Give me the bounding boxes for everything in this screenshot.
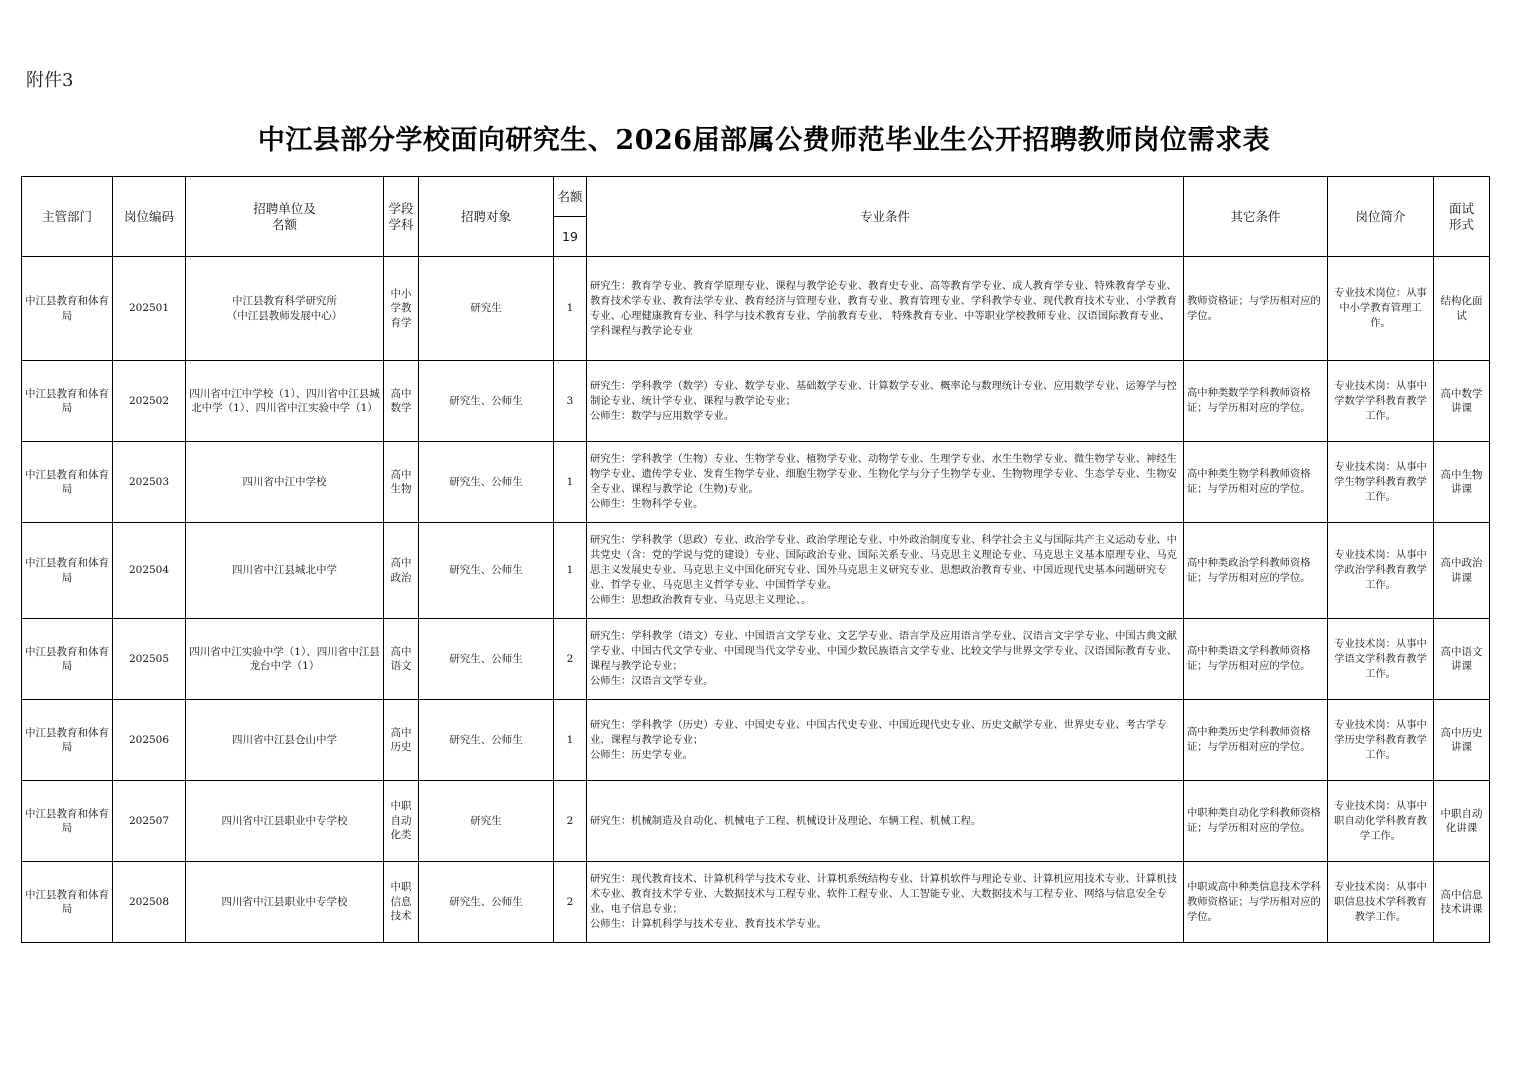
cell-unit: 四川省中江实验中学（1）、四川省中江县龙台中学（1）	[186, 619, 384, 700]
cell-target: 研究生、公师生	[419, 442, 554, 523]
cell-intro: 专业技术岗：从事中学生物学科教育教学工作。	[1328, 442, 1434, 523]
table-row	[22, 700, 1490, 781]
recruitment-table	[21, 176, 1490, 943]
header-stage-line1: 学段	[388, 200, 414, 216]
cell-quota: 2	[554, 862, 587, 943]
table-row	[22, 361, 1490, 442]
cell-dept: 中江县教育和体育局	[22, 700, 113, 781]
cell-stage: 高中语文	[384, 619, 419, 700]
cell-major: 研究生：学科教学（历史）专业、中国史专业、中国古代史专业、中国近现代史专业、历史文献学专业、世界史专业、考古学专业、课程与教学论专业； 公师生：历史学专业。	[587, 700, 1184, 781]
cell-dept: 中江县教育和体育局	[22, 361, 113, 442]
cell-other: 高中种类历史学科教师资格证；与学历相对应的学位。	[1184, 700, 1328, 781]
cell-dept: 中江县教育和体育局	[22, 781, 113, 862]
cell-code: 202503	[113, 442, 186, 523]
cell-quota: 1	[554, 442, 587, 523]
cell-unit: 中江县教育科学研究所 （中江县教师发展中心）	[186, 257, 384, 361]
cell-dept: 中江县教育和体育局	[22, 257, 113, 361]
cell-intro: 专业技术岗：从事中学数学学科教育教学工作。	[1328, 361, 1434, 442]
cell-other: 高中种类政治学科教师资格证；与学历相对应的学位。	[1184, 523, 1328, 619]
header-unit-line2: 名额	[271, 216, 297, 232]
cell-target: 研究生、公师生	[419, 619, 554, 700]
table-row	[22, 781, 1490, 862]
cell-code: 202507	[113, 781, 186, 862]
cell-quota: 1	[554, 257, 587, 361]
cell-other: 高中种类生物学科教师资格证；与学历相对应的学位。	[1184, 442, 1328, 523]
cell-dept: 中江县教育和体育局	[22, 523, 113, 619]
header-quota-total: 19	[554, 217, 587, 257]
cell-quota: 3	[554, 361, 587, 442]
cell-quota: 2	[554, 619, 587, 700]
table-row	[22, 442, 1490, 523]
page-title: 中江县部分学校面向研究生、2026届部属公费师范毕业生公开招聘教师岗位需求表	[257, 125, 1271, 156]
cell-major: 研究生：现代教育技术、计算机科学与技术专业、计算机系统结构专业、计算机软件与理论专业、计算机应用技术专业、计算机技术专业、教育技术学专业、大数据技术与工程专业、软件工程专业、人工智能专业、大数据技术与工程专业、网络与信息安全专业、电子信息专业； 公师生：计算机科学与技术专业、教育技术学专业。	[587, 862, 1184, 943]
cell-interview: 高中历史讲课	[1434, 700, 1490, 781]
cell-other: 中职或高中种类信息技术学科教师资格证；与学历相对应的学位。	[1184, 862, 1328, 943]
cell-target: 研究生	[419, 781, 554, 862]
cell-target: 研究生、公师生	[419, 523, 554, 619]
cell-major: 研究生：学科教学（数学）专业、数学专业、基础数学专业、计算数学专业、概率论与数理统计专业、应用数学专业、运筹学与控制论专业、统计学专业、课程与教学论专业； 公师生：数学与应用数学专业。	[587, 361, 1184, 442]
table-row	[22, 523, 1490, 619]
cell-major: 研究生：教育学专业、教育学原理专业、课程与教学论专业、教育史专业、高等教育学专业、成人教育学专业、特殊教育学专业、教育技术学专业、教育法学专业、教育经济与管理专业、教育专业、教育管理专业、学科教学专业、现代教育技术专业、小学教育专业、心理健康教育专业、科学与技术教育专业、学前教育专业、 特殊教育专业、中等职业学校教师专业、汉语国际教育专业、学科课程与教学论专业	[587, 257, 1184, 361]
cell-code: 202501	[113, 257, 186, 361]
cell-target: 研究生、公师生	[419, 361, 554, 442]
cell-unit: 四川省中江县城北中学	[186, 523, 384, 619]
cell-target: 研究生、公师生	[419, 700, 554, 781]
header-other: 其它条件	[1184, 177, 1328, 257]
header-row	[22, 177, 1490, 217]
header-unit-line1: 招聘单位及	[253, 200, 316, 216]
cell-intro: 专业技术岗：从事中学语文学科教育教学工作。	[1328, 619, 1434, 700]
cell-quota: 1	[554, 700, 587, 781]
cell-stage: 高中历史	[384, 700, 419, 781]
cell-major: 研究生：机械制造及自动化、机械电子工程、机械设计及理论、车辆工程、机械工程。	[587, 781, 1184, 862]
table-row	[22, 619, 1490, 700]
cell-stage: 中职自动化类	[384, 781, 419, 862]
cell-intro: 专业技术岗：从事中学政治学科教育教学工作。	[1328, 523, 1434, 619]
header-interview	[1434, 177, 1490, 257]
cell-code: 202504	[113, 523, 186, 619]
header-unit	[186, 177, 384, 257]
cell-intro: 专业技术岗：从事中学历史学科教育教学工作。	[1328, 700, 1434, 781]
table-row	[22, 257, 1490, 361]
cell-unit: 四川省中江县职业中专学校	[186, 862, 384, 943]
cell-code: 202505	[113, 619, 186, 700]
cell-code: 202506	[113, 700, 186, 781]
header-interview-line1: 面试	[1448, 200, 1474, 216]
cell-quota: 1	[554, 523, 587, 619]
header-target: 招聘对象	[419, 177, 554, 257]
cell-stage: 中职信息技术	[384, 862, 419, 943]
header-interview-line2: 形式	[1448, 216, 1474, 232]
cell-interview: 高中生物讲课	[1434, 442, 1490, 523]
cell-interview: 高中政治讲课	[1434, 523, 1490, 619]
cell-intro: 专业技术岗：从事中职信息技术学科教育教学工作。	[1328, 862, 1434, 943]
header-quota: 名额	[554, 177, 587, 217]
cell-stage: 高中政治	[384, 523, 419, 619]
cell-stage: 高中生物	[384, 442, 419, 523]
cell-other: 高中种类语文学科教师资格证；与学历相对应的学位。	[1184, 619, 1328, 700]
cell-target: 研究生、公师生	[419, 862, 554, 943]
cell-intro: 专业技术岗：从事中职自动化学科教育教学工作。	[1328, 781, 1434, 862]
cell-interview: 高中数学讲课	[1434, 361, 1490, 442]
cell-code: 202508	[113, 862, 186, 943]
cell-other: 中职种类自动化学科教师资格证；与学历相对应的学位。	[1184, 781, 1328, 862]
cell-dept: 中江县教育和体育局	[22, 619, 113, 700]
cell-unit: 四川省中江县仓山中学	[186, 700, 384, 781]
cell-quota: 2	[554, 781, 587, 862]
cell-major: 研究生：学科教学（生物）专业、生物学专业、植物学专业、动物学专业、生理学专业、水生生物学专业、微生物学专业、神经生物学专业、遗传学专业、发育生物学专业、细胞生物学专业、生物化学与分子生物学专业、生物物理学专业、生态学专业、生物安全专业、课程与教学论（生物)专业。 公师生：生物科学专业。	[587, 442, 1184, 523]
cell-dept: 中江县教育和体育局	[22, 862, 113, 943]
cell-stage: 中小学教育学	[384, 257, 419, 361]
cell-major: 研究生：学科教学（思政）专业、政治学专业、政治学理论专业、中外政治制度专业、科学社会主义与国际共产主义运动专业、中共党史（含：党的学说与党的建设）专业、国际政治专业、国际关系专业、马克思主义理论专业、马克思主义基本原理专业、马克思主义发展史专业、马克思主义中国化研究专业、国外马克思主义研究专业、思想政治教育专业、中国近现代史基本问题研究专业、哲学专业、马克思主义哲学专业、中国哲学专业。 公师生：思想政治教育专业、马克思主义理论、。	[587, 523, 1184, 619]
header-stage-line2: 学科	[388, 216, 414, 232]
cell-intro: 专业技术岗位：从事中小学教育管理工作。	[1328, 257, 1434, 361]
cell-unit: 四川省中江中学校	[186, 442, 384, 523]
cell-interview: 高中信息技术讲课	[1434, 862, 1490, 943]
cell-other: 高中种类数学学科教师资格证；与学历相对应的学位。	[1184, 361, 1328, 442]
table-row	[22, 862, 1490, 943]
cell-unit: 四川省中江中学校（1）、四川省中江县城北中学（1）、四川省中江实验中学（1）	[186, 361, 384, 442]
attachment-label: 附件3	[26, 70, 74, 91]
cell-stage: 高中数学	[384, 361, 419, 442]
cell-target: 研究生	[419, 257, 554, 361]
header-major: 专业条件	[587, 177, 1184, 257]
cell-interview: 中职自动化讲课	[1434, 781, 1490, 862]
header-code: 岗位编码	[113, 177, 186, 257]
cell-other: 教师资格证；与学历相对应的学位。	[1184, 257, 1328, 361]
header-stage	[384, 177, 419, 257]
cell-major: 研究生：学科教学（语文）专业、中国语言文学专业、文艺学专业、语言学及应用语言学专业、汉语言文字学专业、中国古典文献学专业、中国古代文学专业、中国现当代文学专业、中国少数民族语言文学专业、比较文学与世界文学专业、汉语国际教育专业、课程与教学论专业； 公师生：汉语言文学专业。	[587, 619, 1184, 700]
cell-unit: 四川省中江县职业中专学校	[186, 781, 384, 862]
cell-interview: 结构化面试	[1434, 257, 1490, 361]
header-intro: 岗位简介	[1328, 177, 1434, 257]
cell-interview: 高中语文讲课	[1434, 619, 1490, 700]
cell-code: 202502	[113, 361, 186, 442]
cell-dept: 中江县教育和体育局	[22, 442, 113, 523]
header-dept: 主管部门	[22, 177, 113, 257]
